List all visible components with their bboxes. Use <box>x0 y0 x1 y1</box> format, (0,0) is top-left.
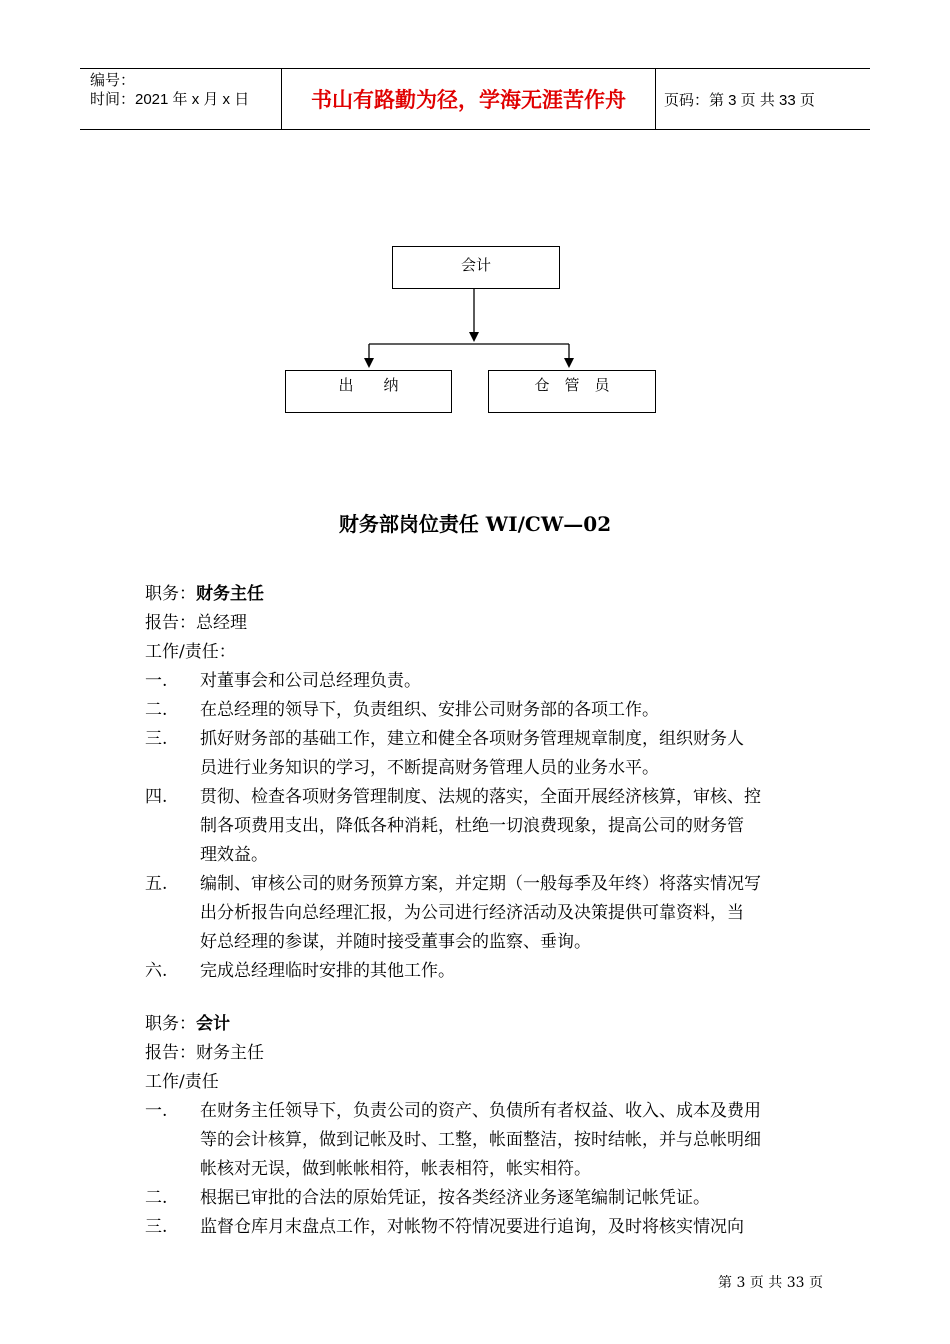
duty-item-text: 制各项费用支出，降低各种消耗，杜绝一切浪费现象，提高公司的财务管 <box>200 816 744 836</box>
duty-item-text: 监督仓库月末盘点工作，对帐物不符情况要进行追询，及时将核实情况向 <box>200 1217 744 1237</box>
duty-item-number: 五. <box>145 874 168 894</box>
role-value: 会计 <box>196 1014 230 1034</box>
duty-item-text: 好总经理的参谋，并随时接受董事会的监察、垂询。 <box>200 932 591 952</box>
serial-label: 编号： <box>90 72 136 89</box>
duty-item <box>145 725 815 783</box>
header-page-info: 页码：第 3 页 共 33 页 <box>664 91 815 109</box>
date-label: 时间：2021 年 x 月 x 日 <box>90 91 250 108</box>
duty-item-number: 六. <box>145 961 168 981</box>
page-footer: 第 3 页 共 33 页 <box>718 1275 823 1291</box>
org-node-warehouse-keeper <box>488 370 656 413</box>
duty-item-text: 理效益。 <box>200 845 268 865</box>
duty-item-text: 对董事会和公司总经理负责。 <box>200 671 421 691</box>
org-node-label: 出 纳 <box>338 376 399 394</box>
duty-item-number: 四. <box>145 787 168 807</box>
duty-item-text: 完成总经理临时安排的其他工作。 <box>200 961 455 981</box>
duty-item <box>145 1097 815 1184</box>
duty-item-number: 三. <box>145 1217 168 1237</box>
duty-item-text: 出分析报告向总经理汇报，为公司进行经济活动及决策提供可靠资料，当 <box>200 903 744 923</box>
duty-item-number: 二. <box>145 1188 168 1208</box>
duty-item-number: 一. <box>145 671 168 691</box>
document-title: 财务部岗位责任 WI/CW—02 <box>338 512 612 536</box>
duty-list <box>145 1097 815 1242</box>
duty-item-text: 贯彻、检查各项财务管理制度、法规的落实，全面开展经济核算，审核、控 <box>200 787 761 807</box>
section-finance-director <box>145 580 815 986</box>
role-line <box>145 580 815 609</box>
duty-item-text: 等的会计核算，做到记帐及时、工整，帐面整洁，按时结帐，并与总帐明细 <box>200 1130 761 1150</box>
duty-item <box>145 957 815 986</box>
role-line <box>145 1010 815 1039</box>
duty-item <box>145 1184 815 1213</box>
duty-item <box>145 696 815 725</box>
duty-heading: 工作/责任 <box>145 1072 219 1092</box>
duty-list <box>145 667 815 986</box>
section-accountant <box>145 1010 815 1242</box>
duty-item-text: 编制、审核公司的财务预算方案，并定期（一般每季及年终）将落实情况写 <box>200 874 761 894</box>
report-line: 报告：总经理 <box>145 613 247 633</box>
duty-item <box>145 667 815 696</box>
duty-item-text: 在总经理的领导下，负责组织、安排公司财务部的各项工作。 <box>200 700 659 720</box>
duty-item-text: 帐核对无误，做到帐帐相符，帐表相符，帐实相符。 <box>200 1159 591 1179</box>
org-node-label: 会计 <box>460 256 491 274</box>
duty-item <box>145 870 815 957</box>
duty-item <box>145 783 815 870</box>
report-line: 报告：财务主任 <box>145 1043 264 1063</box>
duty-item-text: 在财务主任领导下，负责公司的资产、负债所有者权益、收入、成本及费用 <box>200 1101 761 1121</box>
org-node-accountant <box>392 246 560 289</box>
org-node-label: 仓 管 员 <box>534 376 610 394</box>
duty-heading: 工作/责任： <box>145 642 236 662</box>
duty-item-number: 二. <box>145 700 168 720</box>
role-value: 财务主任 <box>196 584 264 604</box>
role-label: 职务： <box>145 584 196 604</box>
duty-item-text: 抓好财务部的基础工作，建立和健全各项财务管理规章制度，组织财务人 <box>200 729 744 749</box>
duty-item-number: 一. <box>145 1101 168 1121</box>
duty-item-text: 员进行业务知识的学习，不断提高财务管理人员的业务水平。 <box>200 758 659 778</box>
duty-item <box>145 1213 815 1242</box>
duty-item-text: 根据已审批的合法的原始凭证，按各类经济业务逐笔编制记帐凭证。 <box>200 1188 710 1208</box>
role-label: 职务： <box>145 1014 196 1034</box>
org-node-cashier <box>285 370 452 413</box>
header-motto: 书山有路勤为径，学海无涯苦作舟 <box>311 88 626 112</box>
duty-item-number: 三. <box>145 729 168 749</box>
